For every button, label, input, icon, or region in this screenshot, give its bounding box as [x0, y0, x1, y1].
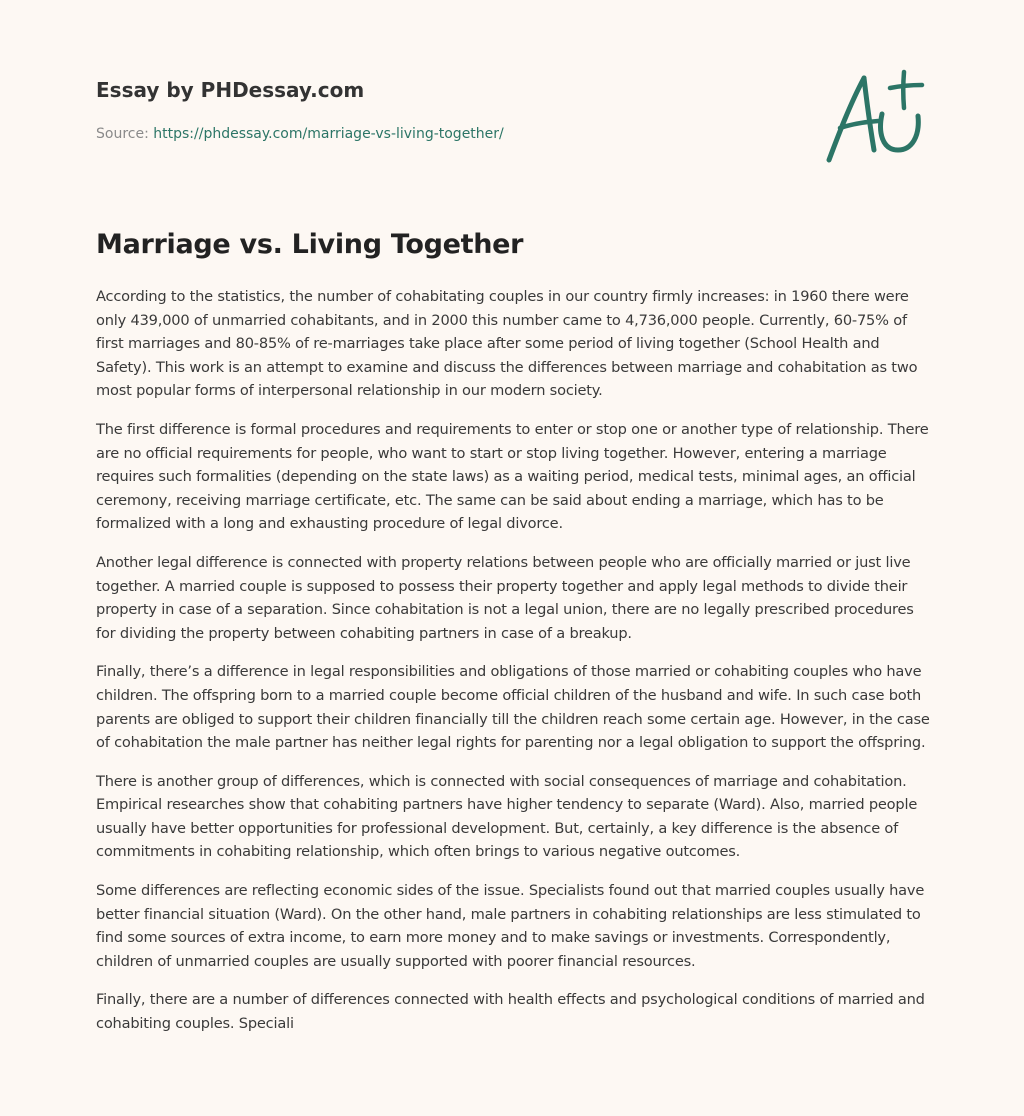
- essay-title: Marriage vs. Living Together: [96, 229, 524, 260]
- essay-paragraph: Finally, there’s a difference in legal responsibilities and obligations of those married or cohabiting couples who have children. The offspring born to a married couple become official children of the husband and wife. In such case both parents are obliged to support their children financially till the children reach some certain age. However, in the case of cohabitation the male partner has neither legal rights for parenting nor a legal obligation to support the offspring.: [96, 663, 930, 752]
- essay-paragraph: Finally, there are a number of differences connected with health effects and psychological conditions of married and cohabiting couples. Speciali: [96, 991, 925, 1033]
- essay-paragraph: There is another group of differences, which is connected with social consequences of marriage and cohabitation. Empirical researches show that cohabiting partners have higher tendency to separate (Ward). Also, married people usually have better opportunities for professional development. But, certainly, a key difference is the absence of commitments in cohabiting relationship, which often brings to various negative outcomes.: [96, 772, 918, 861]
- a-plus-logo-icon: [820, 64, 932, 168]
- essay-paragraph: According to the statistics, the number of cohabitating couples in our country firmly increases: in 1960 there were only 439,000 of unmarried cohabitants, and in 2000 this number came to 4,736,000 people. Currently, 60-75% of first marriages and 80-85% of re-marriages take place after some period of living together (School Health and Safety). This work is an attempt to examine and discuss the differences between marriage and cohabitation as two most popular forms of interpersonal relationship in our modern society.: [96, 288, 918, 400]
- source-line: [96, 124, 736, 144]
- source-label: Source:: [96, 126, 154, 142]
- essay-paragraph: Some differences are reflecting economic sides of the issue. Specialists found out that married couples usually have better financial situation (Ward). On the other hand, male partners in cohabiting relationships are less stimulated to find some sources of extra income, to earn more money and to make savings or investments. Correspondently, children of unmarried couples are usually supported with poorer financial resources.: [96, 882, 925, 970]
- source-link[interactable]: https://phdessay.com/marriage-vs-living-together/: [153, 126, 504, 142]
- page-header: [96, 76, 736, 144]
- essay-paragraph: The first difference is formal procedures and requirements to enter or stop one or another type of relationship. There are no official requirements for people, who want to start or stop living together. However, entering a marriage requires such formalities (depending on the state laws) as a waiting period, medical tests, minimal ages, an official ceremony, receiving marriage certificate, etc. The same can be said about ending a marriage, which has to be formalized with a long and exhausting procedure of legal divorce.: [96, 420, 929, 533]
- essay-body: [96, 285, 930, 1051]
- essay-paragraph: Another legal difference is connected with property relations between people who are officially married or just live together. A married couple is supposed to possess their property together and apply legal methods to divide their property in case of a separation. Since cohabitation is not a legal union, there are no legally prescribed procedures for dividing the property between cohabiting partners in case of a breakup.: [96, 553, 914, 642]
- site-title: Essay by PHDessay.com: [96, 78, 365, 102]
